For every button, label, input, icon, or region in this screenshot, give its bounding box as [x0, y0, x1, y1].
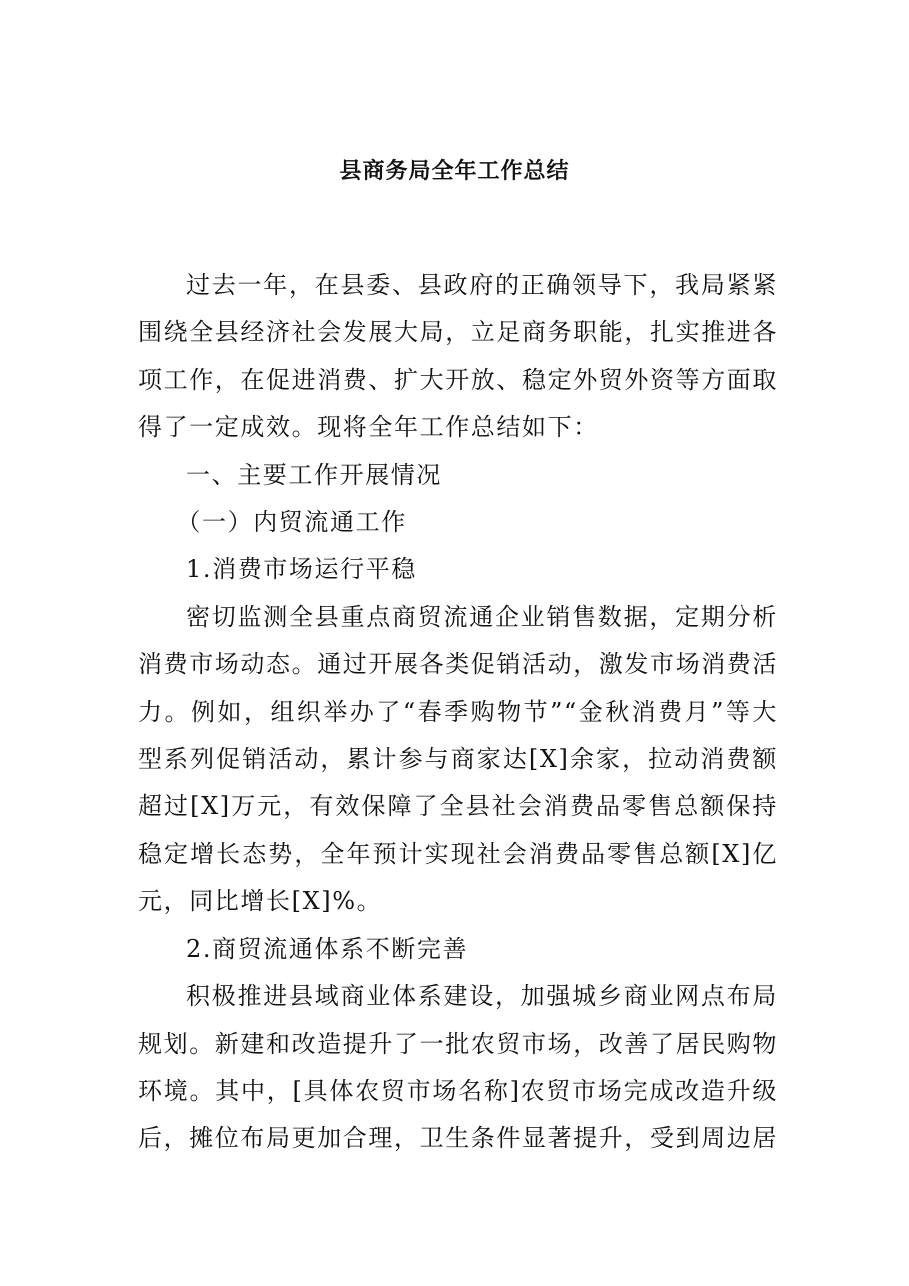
intro-paragraph: 过去一年，在县委、县政府的正确领导下，我局紧紧围绕全县经济社会发展大局，立足商务职能，扎实推进各项工作，在促进消费、扩大开放、稳定外贸外资等方面取得了一定成效。现将全年工作总结如下： [138, 271, 778, 442]
document-title: 县商务局全年工作总结 [339, 159, 570, 184]
item-heading-2: 2.商贸流通体系不断完善 [186, 934, 469, 963]
body-paragraph-1: 密切监测全县重点商贸流通企业销售数据，定期分析消费市场动态。通过开展各类促销活动，激发市场消费活力。例如，组织举办了“春季购物节”“金秋消费月”等大型系列促销活动，累计参与商家达[X]余家，拉动消费额超过[X]万元，有效保障了全县社会消费品零售总额保持稳定增长态势，全年预计实现社会消费品零售总额[X]亿元，同比增长[X]%。 [138, 602, 778, 916]
document-body [138, 262, 778, 1163]
body-paragraph-2: 积极推进县域商业体系建设，加强城乡商业网点布局规划。新建和改造提升了一批农贸市场，改善了居民购物环境。其中，[具体农贸市场名称]农贸市场完成改造升级后，摊位布局更加合理，卫生条件显著提升，受到周边居 [138, 982, 778, 1153]
item-heading-1: 1.消费市场运行平稳 [186, 555, 417, 584]
subsection-heading: （一）内贸流通工作 [176, 508, 407, 537]
section-heading: 一、主要工作开展情况 [186, 460, 442, 489]
